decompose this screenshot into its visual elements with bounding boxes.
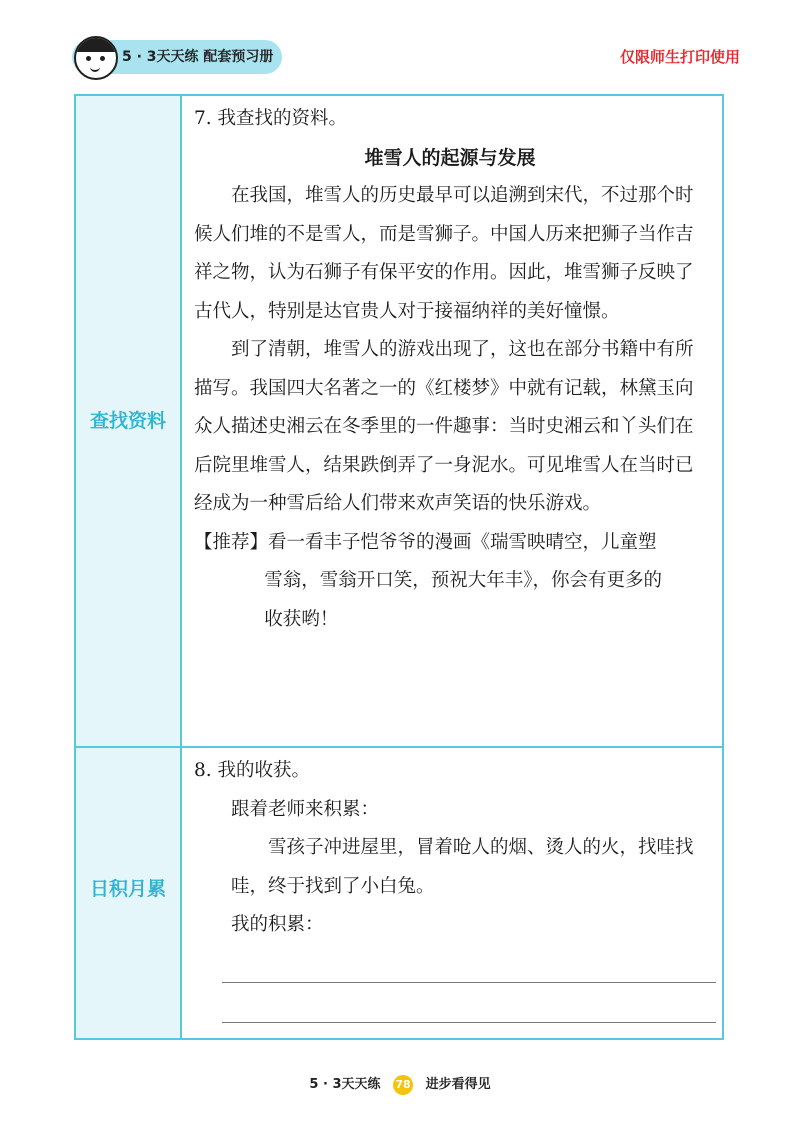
recommend-line-2: 雪翁，雪翁开口笑，预祝大年丰》，你会有更多的 bbox=[264, 570, 663, 591]
accumulate-content bbox=[194, 752, 706, 945]
accumulation-quote: 雪孩子冲进屋里，冒着呛人的烟、烫人的火，找哇找哇，终于找到了小白兔。 bbox=[231, 837, 694, 897]
page-number: 78 bbox=[393, 1075, 413, 1095]
recommend-tag: 【推荐】 bbox=[194, 531, 269, 553]
question-7: 7. 我查找的资料。 bbox=[194, 108, 348, 129]
mascot-icon bbox=[74, 36, 118, 80]
my-accumulation-label: 我的积累： bbox=[231, 914, 324, 935]
recommend-line-1: 【推荐】看一看丰子恺爷爷的漫画《瑞雪映晴空，儿童塑 bbox=[194, 531, 657, 553]
research-content bbox=[194, 100, 706, 639]
footer-slogan: 进步看得见 bbox=[425, 1077, 491, 1092]
question-8: 8. 我的收获。 bbox=[194, 760, 311, 781]
recommend-line-3: 收获哟！ bbox=[264, 608, 339, 630]
accumulate-side-cell bbox=[76, 748, 182, 1038]
print-restriction-note: 仅限师生打印使用 bbox=[619, 48, 740, 66]
article-title: 堆雪人的起源与发展 bbox=[364, 146, 536, 169]
article-paragraph-1: 在我国，堆雪人的历史最早可以追溯到宋代，不过那个时候人们堆的不是雪人，而是雪狮子。中国人历来把狮子当作吉祥之物，认为石狮子有保平安的作用。因此，堆雪狮子反映了古代人，特别是达官贵人对于接福纳祥的美好憧憬。 bbox=[194, 185, 694, 322]
research-side-cell bbox=[76, 96, 182, 746]
answer-line-2[interactable] bbox=[222, 1022, 716, 1023]
footer bbox=[0, 1073, 800, 1095]
follow-teacher-label: 跟着老师来积累： bbox=[231, 798, 380, 820]
article-paragraph-2: 到了清朝，堆雪人的游戏出现了，这也在部分书籍中有所描写。我国四大名著之一的《红楼梦》中就有记载，林黛玉向众人描述史湘云在冬季里的一件趣事：当时史湘云和丫头们在后院里堆雪人，结果跌倒弄了一身泥水。可见堆雪人在当时已经成为一种雪后给人们带来欢声笑语的快乐游戏。 bbox=[194, 339, 694, 514]
footer-series: 5 · 3天天练 bbox=[309, 1077, 381, 1092]
answer-line-1[interactable] bbox=[222, 982, 716, 983]
research-side-label: 查找资料 bbox=[89, 410, 166, 432]
book-series-title: 5 · 3天天练 配套预习册 bbox=[122, 49, 274, 65]
worksheet-table bbox=[74, 94, 724, 1040]
accumulate-side-label: 日积月累 bbox=[89, 878, 166, 900]
